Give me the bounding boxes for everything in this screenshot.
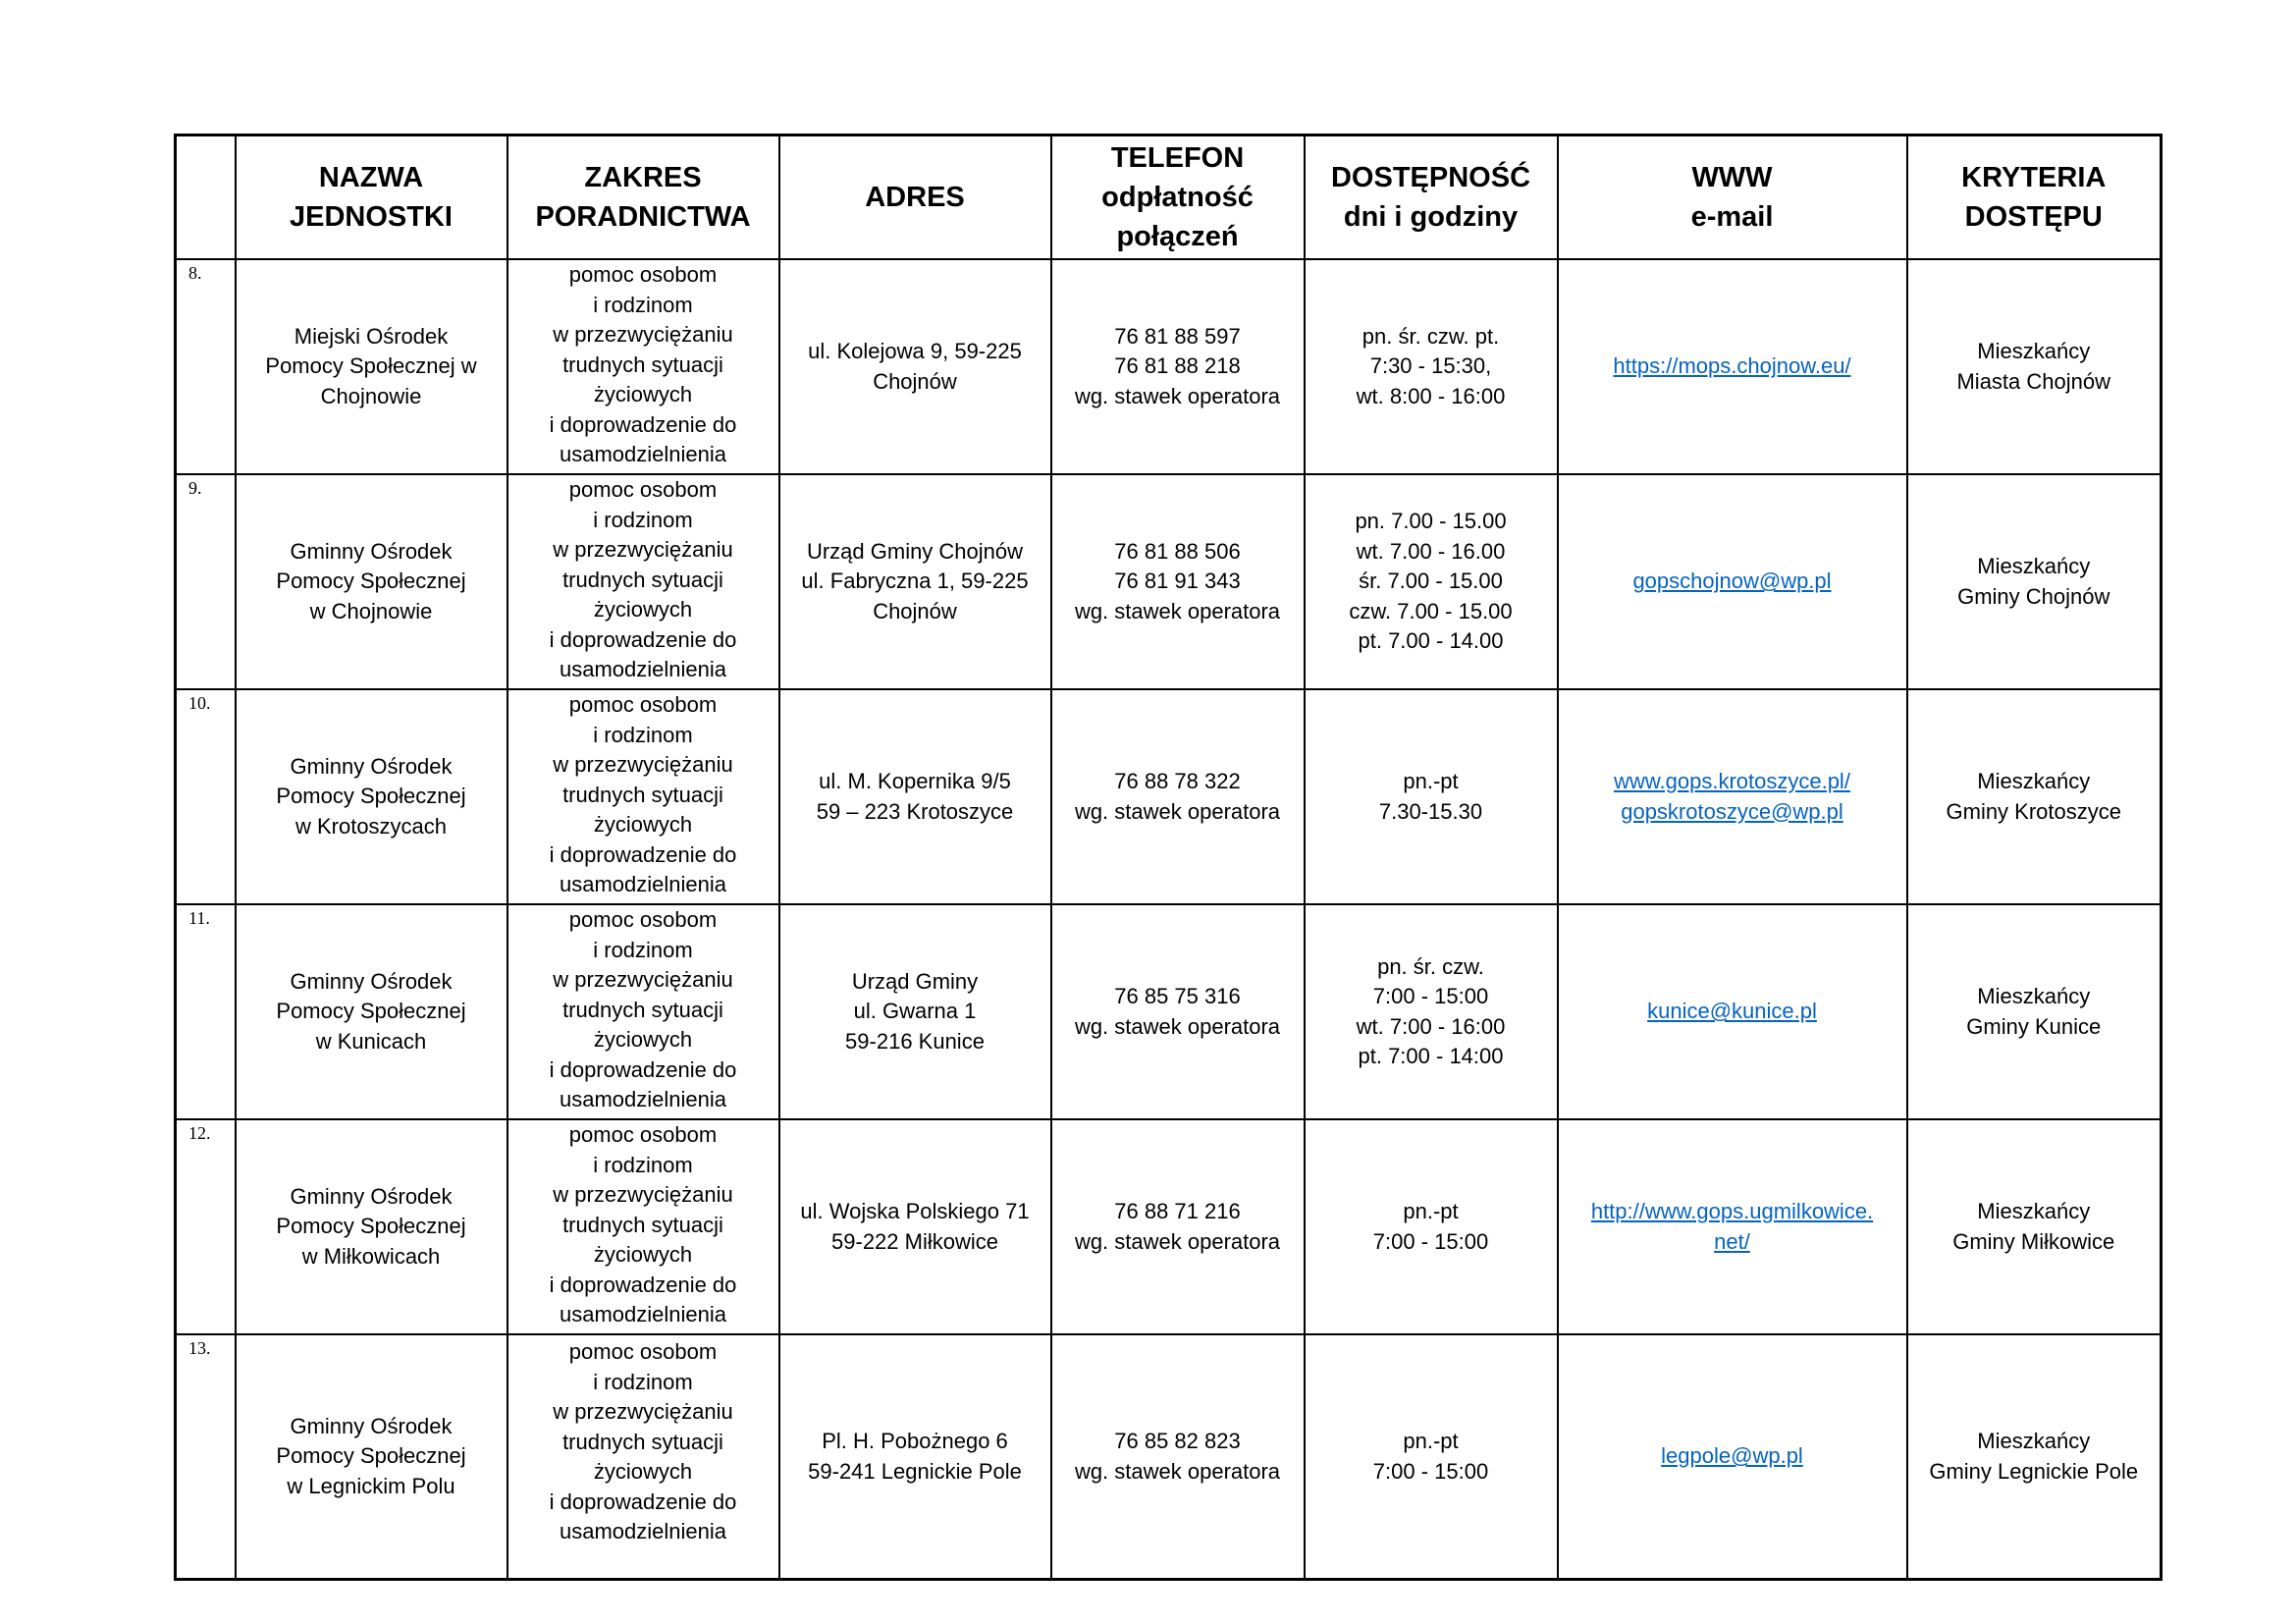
table-row: [176, 904, 2162, 1119]
cell-line: w przezwyciężaniu: [553, 752, 733, 777]
cell-line: w przezwyciężaniu: [553, 322, 733, 347]
cell-line: wg. stawek operatora: [1074, 1228, 1281, 1254]
header-kryteria-dostepu: [1907, 135, 2162, 260]
cell-line: w przezwyciężaniu: [553, 1399, 733, 1424]
cell-line: Urząd Gminy Chojnów: [806, 538, 1024, 564]
cell-line: pomoc osobom: [568, 1122, 718, 1147]
unit-name-cell: [236, 904, 507, 1119]
cell-line: pomoc osobom: [568, 1339, 718, 1364]
header-zakres-poradnictwa: [507, 135, 779, 260]
access-criteria-cell: [1907, 1119, 2162, 1334]
availability-cell: [1305, 904, 1558, 1119]
table-row: [176, 1119, 2162, 1334]
www-email-link[interactable]: legpole@wp.pl: [1661, 1443, 1803, 1469]
cell-line: wt. 8:00 - 16:00: [1356, 383, 1506, 408]
cell-line: usamodzielnienia: [560, 1087, 726, 1111]
cell-line: ul. Kolejowa 9, 59-225: [808, 339, 1022, 363]
row-number: 11.: [176, 904, 236, 1119]
cell-line: Urząd Gminy: [851, 968, 979, 994]
cell-line: Mieszkańcy: [1977, 769, 2091, 793]
table-row: [176, 474, 2162, 689]
header-www-email: [1558, 135, 1907, 260]
access-criteria-cell: [1907, 689, 2162, 904]
cell-line: 76 88 71 216: [1114, 1199, 1241, 1223]
cell-line: trudnych sytuacji: [562, 1429, 723, 1454]
cell-line: wg. stawek operatora: [1074, 598, 1281, 623]
row-number: 10.: [176, 689, 236, 904]
access-criteria-cell: [1907, 259, 2162, 474]
cell-line: Pomocy Społecznej: [276, 1214, 466, 1239]
cell-line: życiowych: [593, 812, 693, 837]
cell-line: 7:30 - 15:30,: [1369, 353, 1492, 379]
cell-line: 76 81 88 506: [1114, 538, 1241, 564]
access-criteria-cell: [1907, 1334, 2162, 1580]
cell-line: życiowych: [593, 1027, 693, 1052]
address-cell: [779, 259, 1051, 474]
phone-cell: [1051, 1119, 1305, 1334]
cell-line: wg. stawek operatora: [1074, 798, 1281, 824]
cell-line: wg. stawek operatora: [1074, 1013, 1281, 1039]
cell-line: pomoc osobom: [568, 262, 718, 287]
www-email-cell: [1558, 474, 1907, 689]
cell-line: 7:00 - 15:00: [1372, 984, 1489, 1008]
phone-cell: [1051, 689, 1305, 904]
cell-line: NAZWA: [318, 162, 424, 193]
cell-line: Pomocy Społecznej: [276, 1443, 466, 1469]
cell-line: ul. Fabryczna 1, 59-225: [801, 568, 1029, 594]
cell-line: 7:00 - 15:00: [1372, 1228, 1489, 1254]
header-nazwa-jednostki: [236, 135, 507, 260]
cell-line: Gminy Krotoszyce: [1946, 798, 2121, 824]
cell-line: DOSTĘPNOŚĆ: [1330, 162, 1531, 193]
cell-line: Pomocy Społecznej: [276, 568, 466, 594]
counseling-scope-cell: [507, 259, 779, 474]
cell-line: usamodzielnienia: [560, 1302, 726, 1326]
availability-cell: [1305, 474, 1558, 689]
cell-line: TELEFON: [1110, 142, 1245, 174]
header-lp: [176, 135, 236, 260]
cell-line: czw. 7.00 - 15.00: [1349, 598, 1513, 623]
row-number: 12.: [176, 1119, 236, 1334]
phone-cell: [1051, 904, 1305, 1119]
table-row: [176, 1334, 2162, 1580]
www-email-link[interactable]: net/: [1714, 1228, 1750, 1254]
cell-line: Chojnów: [873, 598, 957, 623]
cell-line: Gminny Ośrodek: [290, 538, 453, 564]
cell-line: 76 81 91 343: [1114, 568, 1241, 594]
cell-line: 59-222 Miłkowice: [831, 1228, 998, 1254]
cell-line: pomoc osobom: [568, 692, 718, 717]
phone-cell: [1051, 474, 1305, 689]
www-email-cell: [1558, 259, 1907, 474]
header-adres: [779, 135, 1051, 260]
cell-line: wg. stawek operatora: [1074, 383, 1281, 408]
unit-name-cell: [236, 1119, 507, 1334]
availability-cell: [1305, 259, 1558, 474]
phone-cell: [1051, 1334, 1305, 1580]
cell-line: pn. śr. czw. pt.: [1362, 323, 1500, 349]
cell-line: odpłatność: [1101, 182, 1254, 213]
cell-line: Mieszkańcy: [1977, 1429, 2091, 1453]
cell-line: wt. 7.00 - 16.00: [1356, 538, 1506, 564]
address-cell: [779, 904, 1051, 1119]
cell-line: połączeń: [1116, 221, 1239, 252]
cell-line: Mieszkańcy: [1977, 1199, 2091, 1223]
phone-cell: [1051, 259, 1305, 474]
cell-line: i rodzinom: [593, 722, 693, 747]
cell-line: Gminy Kunice: [1966, 1013, 2102, 1039]
address-cell: [779, 474, 1051, 689]
header-telefon: [1051, 135, 1305, 260]
cell-line: pn. śr. czw.: [1377, 953, 1484, 979]
row-number: 9.: [176, 474, 236, 689]
address-cell: [779, 1334, 1051, 1580]
cell-line: 59-216 Kunice: [845, 1028, 985, 1054]
table-row: [176, 259, 2162, 474]
www-email-cell: [1558, 689, 1907, 904]
cell-line: Pomocy Społecznej: [276, 999, 466, 1024]
cell-line: Chojnowie: [320, 383, 422, 408]
cell-line: w Krotoszycach: [294, 813, 448, 839]
cell-line: Pl. H. Pobożnego 6: [822, 1429, 1008, 1453]
www-email-cell: [1558, 1119, 1907, 1334]
cell-line: trudnych sytuacji: [562, 1212, 723, 1237]
cell-line: życiowych: [593, 1459, 693, 1484]
cell-line: pn.-pt: [1403, 1199, 1459, 1223]
cell-line: Gminny Ośrodek: [290, 1413, 453, 1438]
cell-line: 76 81 88 597: [1114, 323, 1241, 349]
cell-line: 7.30-15.30: [1378, 798, 1483, 824]
address-cell: [779, 1119, 1051, 1334]
cell-line: w przezwyciężaniu: [553, 537, 733, 562]
cell-line: pn.-pt: [1403, 769, 1459, 793]
cell-line: trudnych sytuacji: [562, 997, 723, 1022]
cell-line: życiowych: [593, 1242, 693, 1267]
access-criteria-cell: [1907, 904, 2162, 1119]
cell-line: Mieszkańcy: [1977, 554, 2091, 578]
www-email-link[interactable]: kunice@kunice.pl: [1647, 999, 1817, 1024]
cell-line: ADRES: [865, 182, 965, 213]
access-criteria-cell: [1907, 474, 2162, 689]
cell-line: 76 88 78 322: [1114, 769, 1241, 793]
cell-line: Miejski Ośrodek: [294, 323, 449, 349]
cell-line: trudnych sytuacji: [562, 567, 723, 592]
cell-line: w przezwyciężaniu: [553, 1182, 733, 1207]
cell-line: i rodzinom: [593, 937, 693, 962]
availability-cell: [1305, 1334, 1558, 1580]
cell-line: Pomocy Społecznej w: [265, 353, 477, 379]
counseling-scope-cell: [507, 904, 779, 1119]
cell-line: Gminy Chojnów: [1957, 583, 2110, 609]
table-row: [176, 689, 2162, 904]
cell-line: i doprowadzenie do: [549, 841, 737, 867]
cell-line: Gminy Legnickie Pole: [1929, 1458, 2139, 1484]
cell-line: pt. 7.00 - 14.00: [1358, 628, 1504, 654]
counseling-scope-cell: [507, 689, 779, 904]
cell-line: trudnych sytuacji: [562, 782, 723, 807]
unit-name-cell: [236, 474, 507, 689]
row-number: 13.: [176, 1334, 236, 1580]
www-email-link[interactable]: http://www.gops.ugmilkowice.: [1590, 1199, 1874, 1223]
counseling-scope-cell: [507, 1119, 779, 1334]
cell-line: i rodzinom: [593, 292, 693, 317]
availability-cell: [1305, 1119, 1558, 1334]
cell-line: trudnych sytuacji: [562, 352, 723, 377]
header-dostepnosc: [1305, 135, 1558, 260]
cell-line: ul. Gwarna 1: [853, 999, 977, 1024]
cell-line: dni i godziny: [1343, 201, 1519, 233]
cell-line: pn.-pt: [1403, 1429, 1459, 1453]
cell-line: śr. 7.00 - 15.00: [1359, 568, 1503, 594]
cell-line: 59-241 Legnickie Pole: [808, 1458, 1022, 1484]
cell-line: usamodzielnienia: [560, 442, 726, 466]
cell-line: w Chojnowie: [309, 598, 433, 623]
cell-line: pn. 7.00 - 15.00: [1355, 509, 1507, 534]
cell-line: usamodzielnienia: [560, 872, 726, 896]
cell-line: Miasta Chojnów: [1956, 368, 2110, 394]
cell-line: wt. 7:00 - 16:00: [1356, 1013, 1506, 1039]
www-email-link[interactable]: gopschojnow@wp.pl: [1632, 568, 1832, 594]
cell-line: pt. 7:00 - 14:00: [1358, 1044, 1504, 1068]
cell-line: DOSTĘPU: [1964, 201, 2103, 233]
address-cell: [779, 689, 1051, 904]
availability-cell: [1305, 689, 1558, 904]
cell-line: ul. M. Kopernika 9/5: [819, 769, 1011, 793]
cell-line: WWW: [1691, 162, 1773, 193]
cell-line: PORADNICTWA: [535, 201, 751, 233]
cell-line: Mieszkańcy: [1977, 984, 2091, 1008]
cell-line: i doprowadzenie do: [549, 411, 737, 437]
cell-line: Pomocy Społecznej: [276, 784, 466, 809]
cell-line: w Kunicach: [315, 1028, 427, 1054]
directory-table: [174, 134, 2163, 1581]
unit-name-cell: [236, 1334, 507, 1580]
cell-line: i doprowadzenie do: [549, 1056, 737, 1082]
cell-line: e-mail: [1690, 201, 1774, 233]
cell-line: ZAKRES: [584, 162, 702, 193]
www-email-link[interactable]: gopskrotoszyce@wp.pl: [1621, 798, 1843, 824]
cell-line: Mieszkańcy: [1977, 339, 2091, 363]
cell-line: 7:00 - 15:00: [1372, 1458, 1489, 1484]
cell-line: w Miłkowicach: [301, 1243, 441, 1269]
row-number: 8.: [176, 259, 236, 474]
cell-line: życiowych: [593, 382, 693, 406]
cell-line: i rodzinom: [593, 1152, 693, 1177]
unit-name-cell: [236, 259, 507, 474]
cell-line: i doprowadzenie do: [549, 626, 737, 652]
cell-line: pomoc osobom: [568, 477, 718, 502]
www-email-cell: [1558, 1334, 1907, 1580]
www-email-link[interactable]: https://mops.chojnow.eu/: [1613, 353, 1851, 379]
cell-line: JEDNOSTKI: [290, 201, 453, 233]
cell-line: Chojnów: [873, 368, 957, 394]
cell-line: w przezwyciężaniu: [553, 967, 733, 992]
cell-line: wg. stawek operatora: [1074, 1458, 1281, 1484]
cell-line: 76 85 75 316: [1114, 984, 1241, 1008]
cell-line: KRYTERIA: [1961, 162, 2107, 193]
www-email-link[interactable]: www.gops.krotoszyce.pl/: [1614, 769, 1850, 793]
www-email-cell: [1558, 904, 1907, 1119]
cell-line: i rodzinom: [593, 507, 693, 532]
cell-line: Gminny Ośrodek: [290, 753, 453, 779]
counseling-scope-cell: [507, 1334, 779, 1580]
header-row: [176, 135, 2162, 260]
cell-line: usamodzielnienia: [560, 1519, 726, 1543]
cell-line: 76 85 82 823: [1114, 1429, 1241, 1453]
cell-line: i rodzinom: [593, 1369, 693, 1394]
cell-line: pomoc osobom: [568, 907, 718, 932]
counseling-scope-cell: [507, 474, 779, 689]
cell-line: i doprowadzenie do: [549, 1272, 737, 1297]
cell-line: Gminy Miłkowice: [1952, 1228, 2115, 1254]
cell-line: i doprowadzenie do: [549, 1489, 737, 1514]
cell-line: Gminny Ośrodek: [290, 968, 453, 994]
cell-line: 59 – 223 Krotoszyce: [816, 798, 1014, 824]
cell-line: usamodzielnienia: [560, 657, 726, 681]
cell-line: ul. Wojska Polskiego 71: [800, 1199, 1030, 1223]
cell-line: Gminny Ośrodek: [290, 1183, 453, 1209]
cell-line: w Legnickim Polu: [287, 1473, 455, 1498]
cell-line: 76 81 88 218: [1114, 353, 1241, 379]
cell-line: życiowych: [593, 597, 693, 622]
unit-name-cell: [236, 689, 507, 904]
